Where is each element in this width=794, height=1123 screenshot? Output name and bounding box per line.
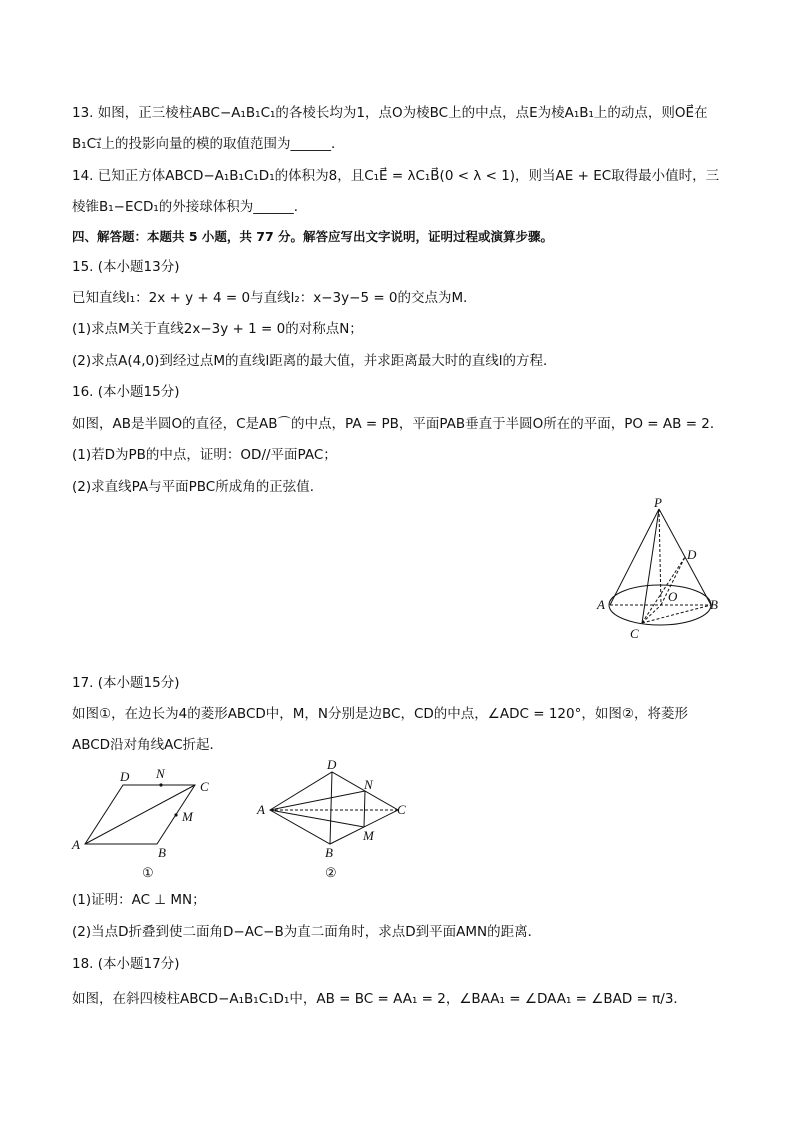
label-p: P [654,495,662,510]
label-c: C [200,779,209,794]
question-14-line-2: 棱锥B₁−ECD₁的外接球体积为______． [72,199,308,215]
segment-cb [642,605,711,623]
question-15-heading: 15. (本小题13分) [72,259,180,275]
caption-2: ② [325,865,337,880]
question-17-part-2: (2)当点D折叠到使二面角D−AC−B为直二面角时，求点D到平面AMN的距离． [72,924,542,940]
diagonal-ac [85,785,195,844]
label-b: B [158,845,166,860]
label-a: A [257,802,265,817]
question-14-line-1: 14. 已知正方体ABCD−A₁B₁C₁D₁的体积为8，且C₁E⃗ = λC₁B⃗(0 < λ < 1)，则当AE + EC取得最小值时，三 [72,168,720,184]
edge-db [330,772,332,844]
label-c: C [630,626,639,641]
question-15-stem: 已知直线l₁：2x + y + 4 = 0与直线l₂：x−3y−5 = 0的交点为M． [72,290,477,306]
outline-adcb [270,772,398,844]
label-a: A [72,837,80,852]
label-m: M [363,828,374,843]
label-n: N [156,766,165,781]
figure-17-rhombus [65,764,230,884]
label-m: M [182,809,193,824]
segment-co [642,605,661,623]
question-13-line-2: B₁C₁⃗上的投影向量的模的取值范围为______． [72,136,345,152]
question-16-part-2: (2)求直线PA与平面PBC所成角的正弦值． [72,479,324,495]
point-n [159,783,162,786]
edge-an [270,791,365,810]
question-15-part-1: (1)求点M关于直线2x−3y + 1 = 0的对称点N； [72,321,363,337]
label-d: D [327,758,337,772]
question-17-heading: 17. (本小题15分) [72,675,180,691]
question-17-stem-2: ABCD沿对角线AC折起． [72,737,224,753]
label-b: B [325,845,333,860]
edge-po [659,509,661,605]
section-4-heading: 四、解答题：本题共 5 小题，共 77 分。解答应写出文字说明，证明过程或演算步骤。 [72,229,554,244]
figure-17-folded [250,758,420,884]
label-c: C [397,802,406,817]
question-18-stem: 如图，在斜四棱柱ABCD−A₁B₁C₁D₁中，AB = BC = AA₁ = 2，∠BAA₁ = ∠DAA₁ = ∠BAD = π/3． [72,991,687,1007]
label-a: A [597,597,605,612]
label-d: D [120,769,130,784]
question-16-heading: 16. (本小题15分) [72,384,180,400]
label-b: B [710,597,718,612]
question-16-part-1: (1)若D为PB的中点，证明：OD//平面PAC； [72,447,337,463]
caption-1: ① [142,865,154,880]
label-o: O [668,589,678,604]
figure-16-cone [590,495,730,645]
question-17-stem-1: 如图①，在边长为4的菱形ABCD中，M，N分别是边BC，CD的中点，∠ADC = 120°，如图②，将菱形 [72,706,688,722]
label-d: D [687,547,697,562]
question-13-line-1: 13. 如图，正三棱柱ABC−A₁B₁C₁的各棱长均为1，点O为棱BC上的中点，点E为棱A₁B₁上的动点，则OE⃗在 [72,105,708,121]
question-17-part-1: (1)证明：AC ⊥ MN； [72,892,206,908]
question-18-heading: 18. (本小题17分) [72,956,180,972]
point-m [174,813,177,816]
label-n: N [364,777,373,792]
question-16-stem: 如图，AB是半圆O的直径，C是AB⌒的中点，PA = PB，平面PAB垂直于半圆O所在的平面，PO = AB = 2． [72,416,724,432]
edge-nm [364,791,365,827]
question-15-part-2: (2)求点A(4,0)到经过点M的直线l距离的最大值，并求距离最大时的直线l的方程． [72,353,557,369]
